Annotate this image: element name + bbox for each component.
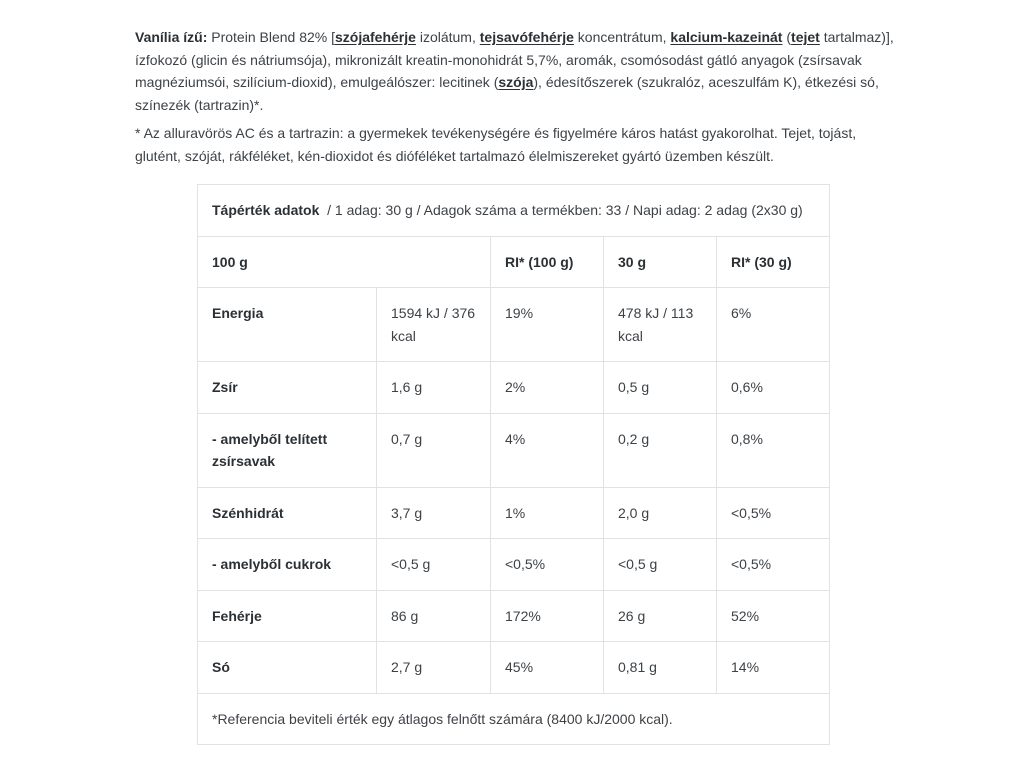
- ri-30g: 6%: [717, 288, 830, 362]
- header-30g: 30 g: [604, 236, 717, 288]
- ri-100g: 1%: [491, 487, 604, 539]
- value-100g: 2,7 g: [377, 642, 491, 694]
- value-30g: 0,2 g: [604, 413, 717, 487]
- table-footnote: *Referencia beviteli érték egy átlagos felnőtt számára (8400 kJ/2000 kcal).: [198, 693, 830, 745]
- value-30g: 26 g: [604, 590, 717, 642]
- allergen-casein: kalcium-kazeinát: [670, 29, 783, 45]
- value-30g: 0,81 g: [604, 642, 717, 694]
- ri-100g: <0,5%: [491, 539, 604, 591]
- value-30g: 478 kJ / 113 kcal: [604, 288, 717, 362]
- table-row: [198, 539, 830, 591]
- flavor-label: Vanília ízű:: [135, 29, 208, 45]
- table-title-bold: Tápérték adatok: [212, 202, 320, 218]
- value-100g: 1594 kJ / 376 kcal: [377, 288, 491, 362]
- nutrient-name: Fehérje: [198, 590, 377, 642]
- value-100g: <0,5 g: [377, 539, 491, 591]
- table-row: [198, 288, 830, 362]
- ri-30g: 0,8%: [717, 413, 830, 487]
- value-100g: 1,6 g: [377, 362, 491, 414]
- table-row: [198, 362, 830, 414]
- nutrition-table: [197, 184, 830, 745]
- table-row: [198, 487, 830, 539]
- value-30g: 0,5 g: [604, 362, 717, 414]
- table-row: [198, 590, 830, 642]
- ri-100g: 45%: [491, 642, 604, 694]
- nutrient-name: Zsír: [198, 362, 377, 414]
- ri-30g: 0,6%: [717, 362, 830, 414]
- ingredients-part: koncentrátum,: [573, 29, 671, 45]
- table-header-row: [198, 236, 830, 288]
- ingredients-part: (: [782, 29, 792, 45]
- table-footnote-row: [198, 693, 830, 745]
- table-title-row: [198, 185, 830, 237]
- header-100g: 100 g: [198, 236, 491, 288]
- ri-30g: 52%: [717, 590, 830, 642]
- ri-30g: <0,5%: [717, 487, 830, 539]
- ingredients-part: Protein Blend 82% [: [207, 29, 335, 45]
- ri-100g: 2%: [491, 362, 604, 414]
- nutrient-name: Energia: [198, 288, 377, 362]
- nutrient-name: Só: [198, 642, 377, 694]
- ingredients-part: izolátum,: [415, 29, 480, 45]
- ri-100g: 4%: [491, 413, 604, 487]
- nutrient-name: - amelyből cukrok: [198, 539, 377, 591]
- nutrient-name: - amelyből telített zsírsavak: [198, 413, 377, 487]
- ingredients-part: ), édesítőszerek (szukralóz, aceszulfám K), étkezési só, színezék (tartrazin)*.: [135, 74, 879, 113]
- ingredients-text: [135, 26, 895, 116]
- table-title: [198, 185, 830, 237]
- value-100g: 0,7 g: [377, 413, 491, 487]
- table-title-rest: / 1 adag: 30 g / Adagok száma a termékben: 33 / Napi adag: 2 adag (2x30 g): [327, 202, 803, 218]
- value-30g: <0,5 g: [604, 539, 717, 591]
- allergen-soy-protein: szójafehérje: [335, 29, 416, 45]
- header-ri-30g: RI* (30 g): [717, 236, 830, 288]
- header-ri-100g: RI* (100 g): [491, 236, 604, 288]
- value-100g: 3,7 g: [377, 487, 491, 539]
- table-row: [198, 413, 830, 487]
- allergen-whey-protein: tejsavófehérje: [479, 29, 574, 45]
- ri-100g: 172%: [491, 590, 604, 642]
- ri-100g: 19%: [491, 288, 604, 362]
- value-100g: 86 g: [377, 590, 491, 642]
- table-row: [198, 642, 830, 694]
- value-30g: 2,0 g: [604, 487, 717, 539]
- ri-30g: <0,5%: [717, 539, 830, 591]
- allergen-milk: tejet: [791, 29, 820, 45]
- allergen-soy: szója: [498, 74, 534, 90]
- ri-30g: 14%: [717, 642, 830, 694]
- ingredients-part: tartalmaz)], ízfokozó (glicin és nátriumsója), mikronizált kreatin-monohidrát 5,7%, aromák, csomósodást gátló anyagok (zsírsavak magnéziumsói, szilícium-dioxid), emulgeálószer: lecitinek (: [135, 29, 894, 90]
- warning-note: * Az alluravörös AC és a tartrazin: a gyermekek tevékenységére és figyelmére káros hatást gyakorolhat. Tejet, tojást, glutént, szóját, rákféléket, kén-dioxidot és dióféléket tartalmazó élelmiszereket gyártó üzemben készült.: [135, 125, 857, 164]
- nutrient-name: Szénhidrát: [198, 487, 377, 539]
